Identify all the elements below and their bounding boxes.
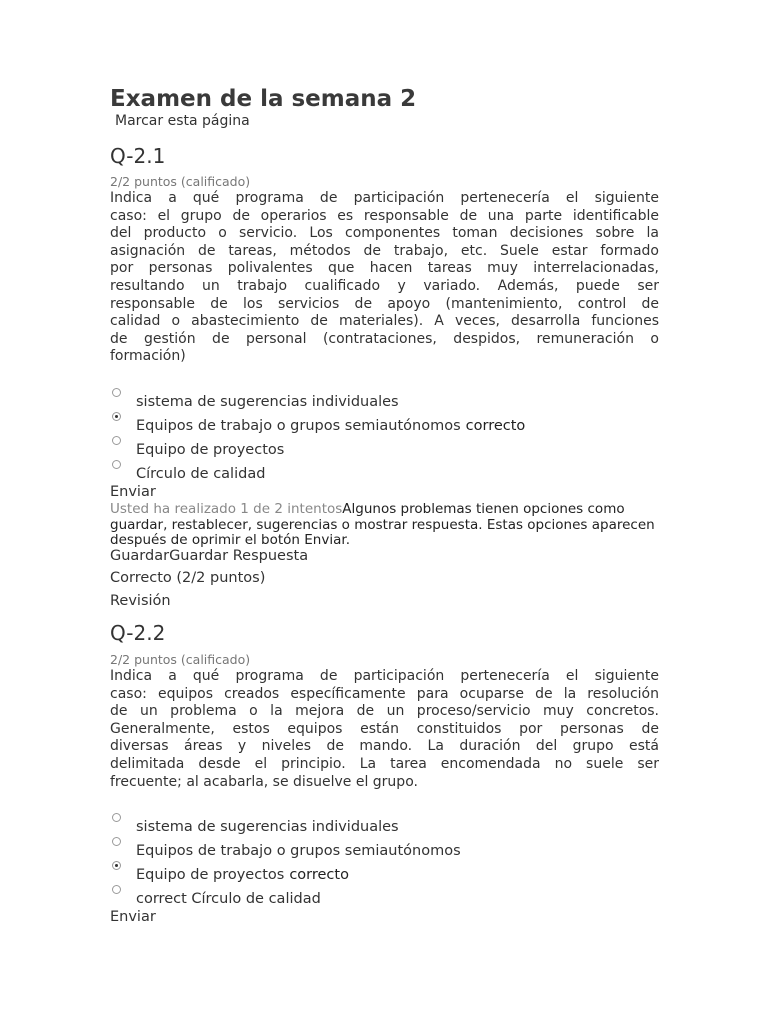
option-label: correct Círculo de calidad xyxy=(136,891,321,907)
radio-button[interactable] xyxy=(112,460,121,469)
question-text-line: caso: el grupo de operarios es responsable de una parte identificable xyxy=(110,207,659,224)
radio-button[interactable] xyxy=(112,885,121,894)
question-text-line: formación) xyxy=(110,348,186,365)
radio-button[interactable] xyxy=(112,813,121,822)
page-title: Examen de la semana 2 xyxy=(110,86,417,112)
question-heading: Q-2.2 xyxy=(110,621,166,645)
correct-mark: correcto xyxy=(289,867,349,883)
status-text: Correcto (2/2 puntos) xyxy=(110,570,266,586)
question-text-line: del producto o servicio. Los componentes toman decisiones sobre la xyxy=(110,225,659,242)
question-text-line: frecuente; al acabarla, se disuelve el grupo. xyxy=(110,773,418,790)
option-label: sistema de sugerencias individuales xyxy=(136,819,399,835)
question-text xyxy=(110,668,659,791)
question-text-line: Indica a qué programa de participación pertenecería el siguiente xyxy=(110,190,659,206)
question-text-line: de un problema o la mejora de un proceso/servicio muy concretos. xyxy=(110,703,659,720)
question-text-line: diversas áreas y niveles de mando. La duración del grupo está xyxy=(110,738,659,755)
radio-button[interactable] xyxy=(112,388,121,397)
question-text-line: Indica a qué programa de participación pertenecería el siguiente xyxy=(110,668,659,684)
review-button[interactable]: Revisión xyxy=(110,593,171,609)
correct-mark: correcto xyxy=(465,418,526,434)
question-text-line: asignación de tareas, métodos de trabajo, etc. Suele estar formado xyxy=(110,242,659,259)
question-points: 2/2 puntos (calificado) xyxy=(110,652,251,667)
attempts-info xyxy=(110,502,670,549)
question-text-line: resultando un trabajo cualificado y variado. Además, puede ser xyxy=(110,277,659,294)
option-label: Equipo de proyectos xyxy=(136,442,285,458)
submit-button[interactable]: Enviar xyxy=(110,484,156,500)
question-text-line: calidad o abastecimiento de materiales). A veces, desarrolla funciones xyxy=(110,313,659,330)
radio-button-selected[interactable] xyxy=(112,412,121,421)
question-text-line: responsable de los servicios de apoyo (mantenimiento, control de xyxy=(110,295,659,312)
question-text-line: delimitada desde el principio. La tarea encomendada no suele ser xyxy=(110,755,659,772)
submit-button[interactable]: Enviar xyxy=(110,909,156,925)
radio-button[interactable] xyxy=(112,436,121,445)
save-answer-button[interactable]: GuardarGuardar Respuesta xyxy=(110,548,309,564)
option-label: sistema de sugerencias individuales xyxy=(136,394,399,410)
bookmark-link[interactable]: Marcar esta página xyxy=(115,113,250,129)
question-text-line: caso: equipos creados específicamente para ocuparse de la resolución xyxy=(110,685,659,702)
question-text-line: por personas polivalentes que hacen tareas muy interrelacionadas, xyxy=(110,260,659,277)
option-label: Equipos de trabajo o grupos semiautónomos xyxy=(136,843,461,859)
question-text-line: de gestión de personal (contrataciones, despidos, remuneración o xyxy=(110,330,659,347)
option-label: Equipo de proyectos correcto xyxy=(136,867,349,883)
radio-button-selected[interactable] xyxy=(112,861,121,870)
radio-button[interactable] xyxy=(112,837,121,846)
question-text xyxy=(110,190,659,366)
attempts-count: Usted ha realizado 1 de 2 intentos xyxy=(110,501,343,517)
attempts-help: Algunos problemas tienen opciones como guardar, restablecer, sugerencias o mostrar respuesta. Estas opciones aparecen después de oprimir el botón Enviar. xyxy=(110,501,655,548)
question-heading: Q-2.1 xyxy=(110,144,166,168)
option-label: Equipos de trabajo o grupos semiautónomos correcto xyxy=(136,418,526,434)
question-text-line: Generalmente, estos equipos están constituidos por personas de xyxy=(110,720,659,737)
question-points: 2/2 puntos (calificado) xyxy=(110,174,251,189)
option-label: Círculo de calidad xyxy=(136,466,266,482)
